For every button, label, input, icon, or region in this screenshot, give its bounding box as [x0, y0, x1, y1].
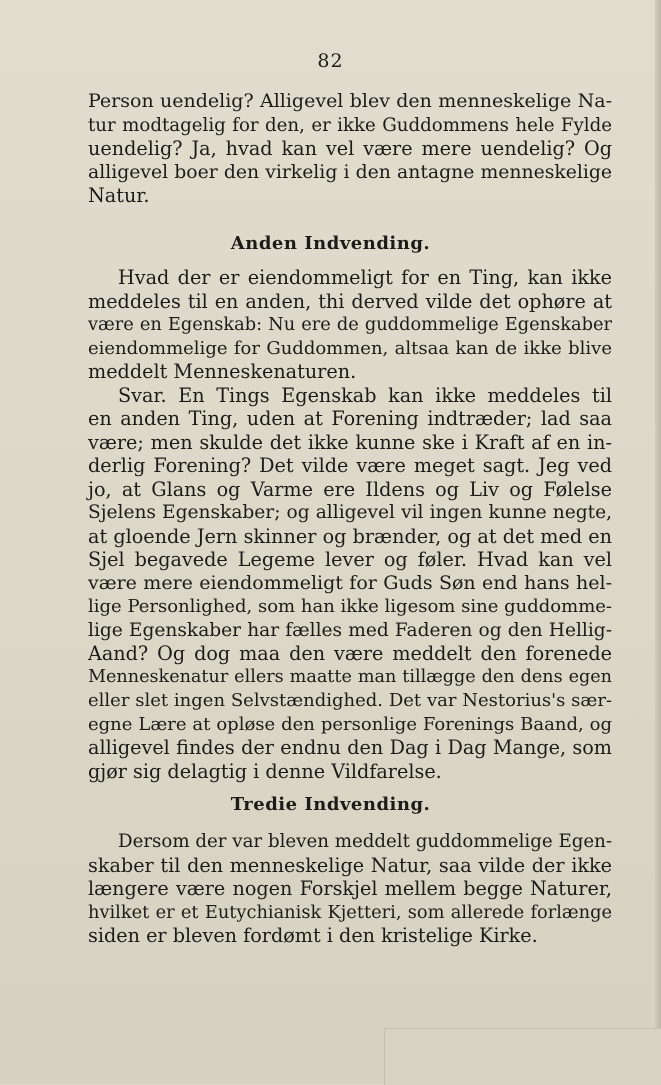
text-line: eller slet ingen Selvstændighed. Det var Nestorius's sær- — [88, 690, 612, 711]
text-line: længere være nogen Forskjel mellem begge Naturer, — [88, 877, 612, 900]
text-line: skaber til den menneskelige Natur, saa vilde der ikke — [88, 853, 612, 877]
text-line: Person uendelig? Alligevel blev den menneskelige Na- — [88, 90, 612, 112]
section-heading-second-objection: Anden Indvending. — [230, 233, 431, 254]
text-line: Natur. — [88, 184, 150, 207]
text-line: jo, at Glans og Varme ere Ildens og Liv og Følelse — [88, 477, 612, 501]
text-line: Menneskenatur ellers maatte man tillægge den dens egen — [88, 666, 612, 687]
text-line: en anden Ting, uden at Forening indtræder; lad saa — [88, 407, 612, 430]
text-line: hvilket er et Eutychianisk Kjetteri, som allerede forlænge — [88, 901, 612, 923]
text-line: Sjel begavede Legeme lever og føler. Hvad kan vel — [88, 548, 612, 571]
text-line: Aand? Og dog maa den være meddelt den forenede — [88, 642, 612, 665]
text-line: Svar. En Tings Egenskab kan ikke meddeles til — [118, 383, 612, 407]
text-line: derlig Forening? Det vilde være meget sagt. Jeg ved — [88, 454, 612, 477]
text-line: siden er bleven fordømt i den kristelige Kirke. — [88, 924, 538, 947]
text-line: være mere eiendommeligt for Guds Søn end hans hel- — [88, 571, 612, 594]
page-number: 82 — [317, 50, 344, 72]
text-line: at gloende Jern skinner og brænder, og at det med en — [88, 524, 612, 548]
text-line: være en Egenskab: Nu ere de guddommelige Egenskaber — [88, 314, 612, 335]
text-line: være; men skulde det ikke kunne ske i Kraft af en in- — [88, 430, 612, 454]
text-line: alligevel boer den virkelig i den antagne menneskelige — [88, 161, 612, 183]
paragraph-continuation — [88, 90, 612, 208]
paragraph-third-objection — [88, 830, 612, 948]
text-line: lige Personlighed, som han ikke ligesom sine guddomme- — [88, 596, 612, 617]
text-line: alligevel findes der endnu den Dag i Dag Mange, som — [88, 736, 612, 759]
page-edge — [655, 0, 661, 1084]
paragraph-second-objection — [88, 266, 612, 384]
text-line: Sjelens Egenskaber; og alligevel vil ingen kunne negte, — [88, 502, 612, 523]
paragraph-answer — [88, 384, 612, 784]
text-line: gjør sig delagtig i denne Vildfarelse. — [88, 759, 442, 783]
section-heading-third-objection: Tredie Indvending. — [230, 794, 431, 815]
text-line: tur modtagelig for den, er ikke Guddommens hele Fylde — [88, 114, 612, 136]
text-line: uendelig? Ja, hvad kan vel være mere uendelig? Og — [88, 137, 612, 160]
text-line: meddelt Menneskenaturen. — [88, 360, 357, 383]
text-line: Hvad der er eiendommeligt for en Ting, kan ikke — [118, 266, 612, 289]
text-line: eiendommelige for Guddommen, altsaa kan de ikke blive — [88, 337, 612, 359]
paper-corner-mark — [384, 1028, 661, 1085]
text-line: egne Lære at opløse den personlige Forenings Baand, og — [88, 713, 612, 735]
text-line: Dersom der var bleven meddelt guddommelige Egen- — [118, 831, 612, 852]
text-line: meddeles til en anden, thi derved vilde det ophøre at — [88, 289, 612, 313]
text-line: lige Egenskaber har fælles med Faderen og den Hellig- — [88, 619, 612, 641]
